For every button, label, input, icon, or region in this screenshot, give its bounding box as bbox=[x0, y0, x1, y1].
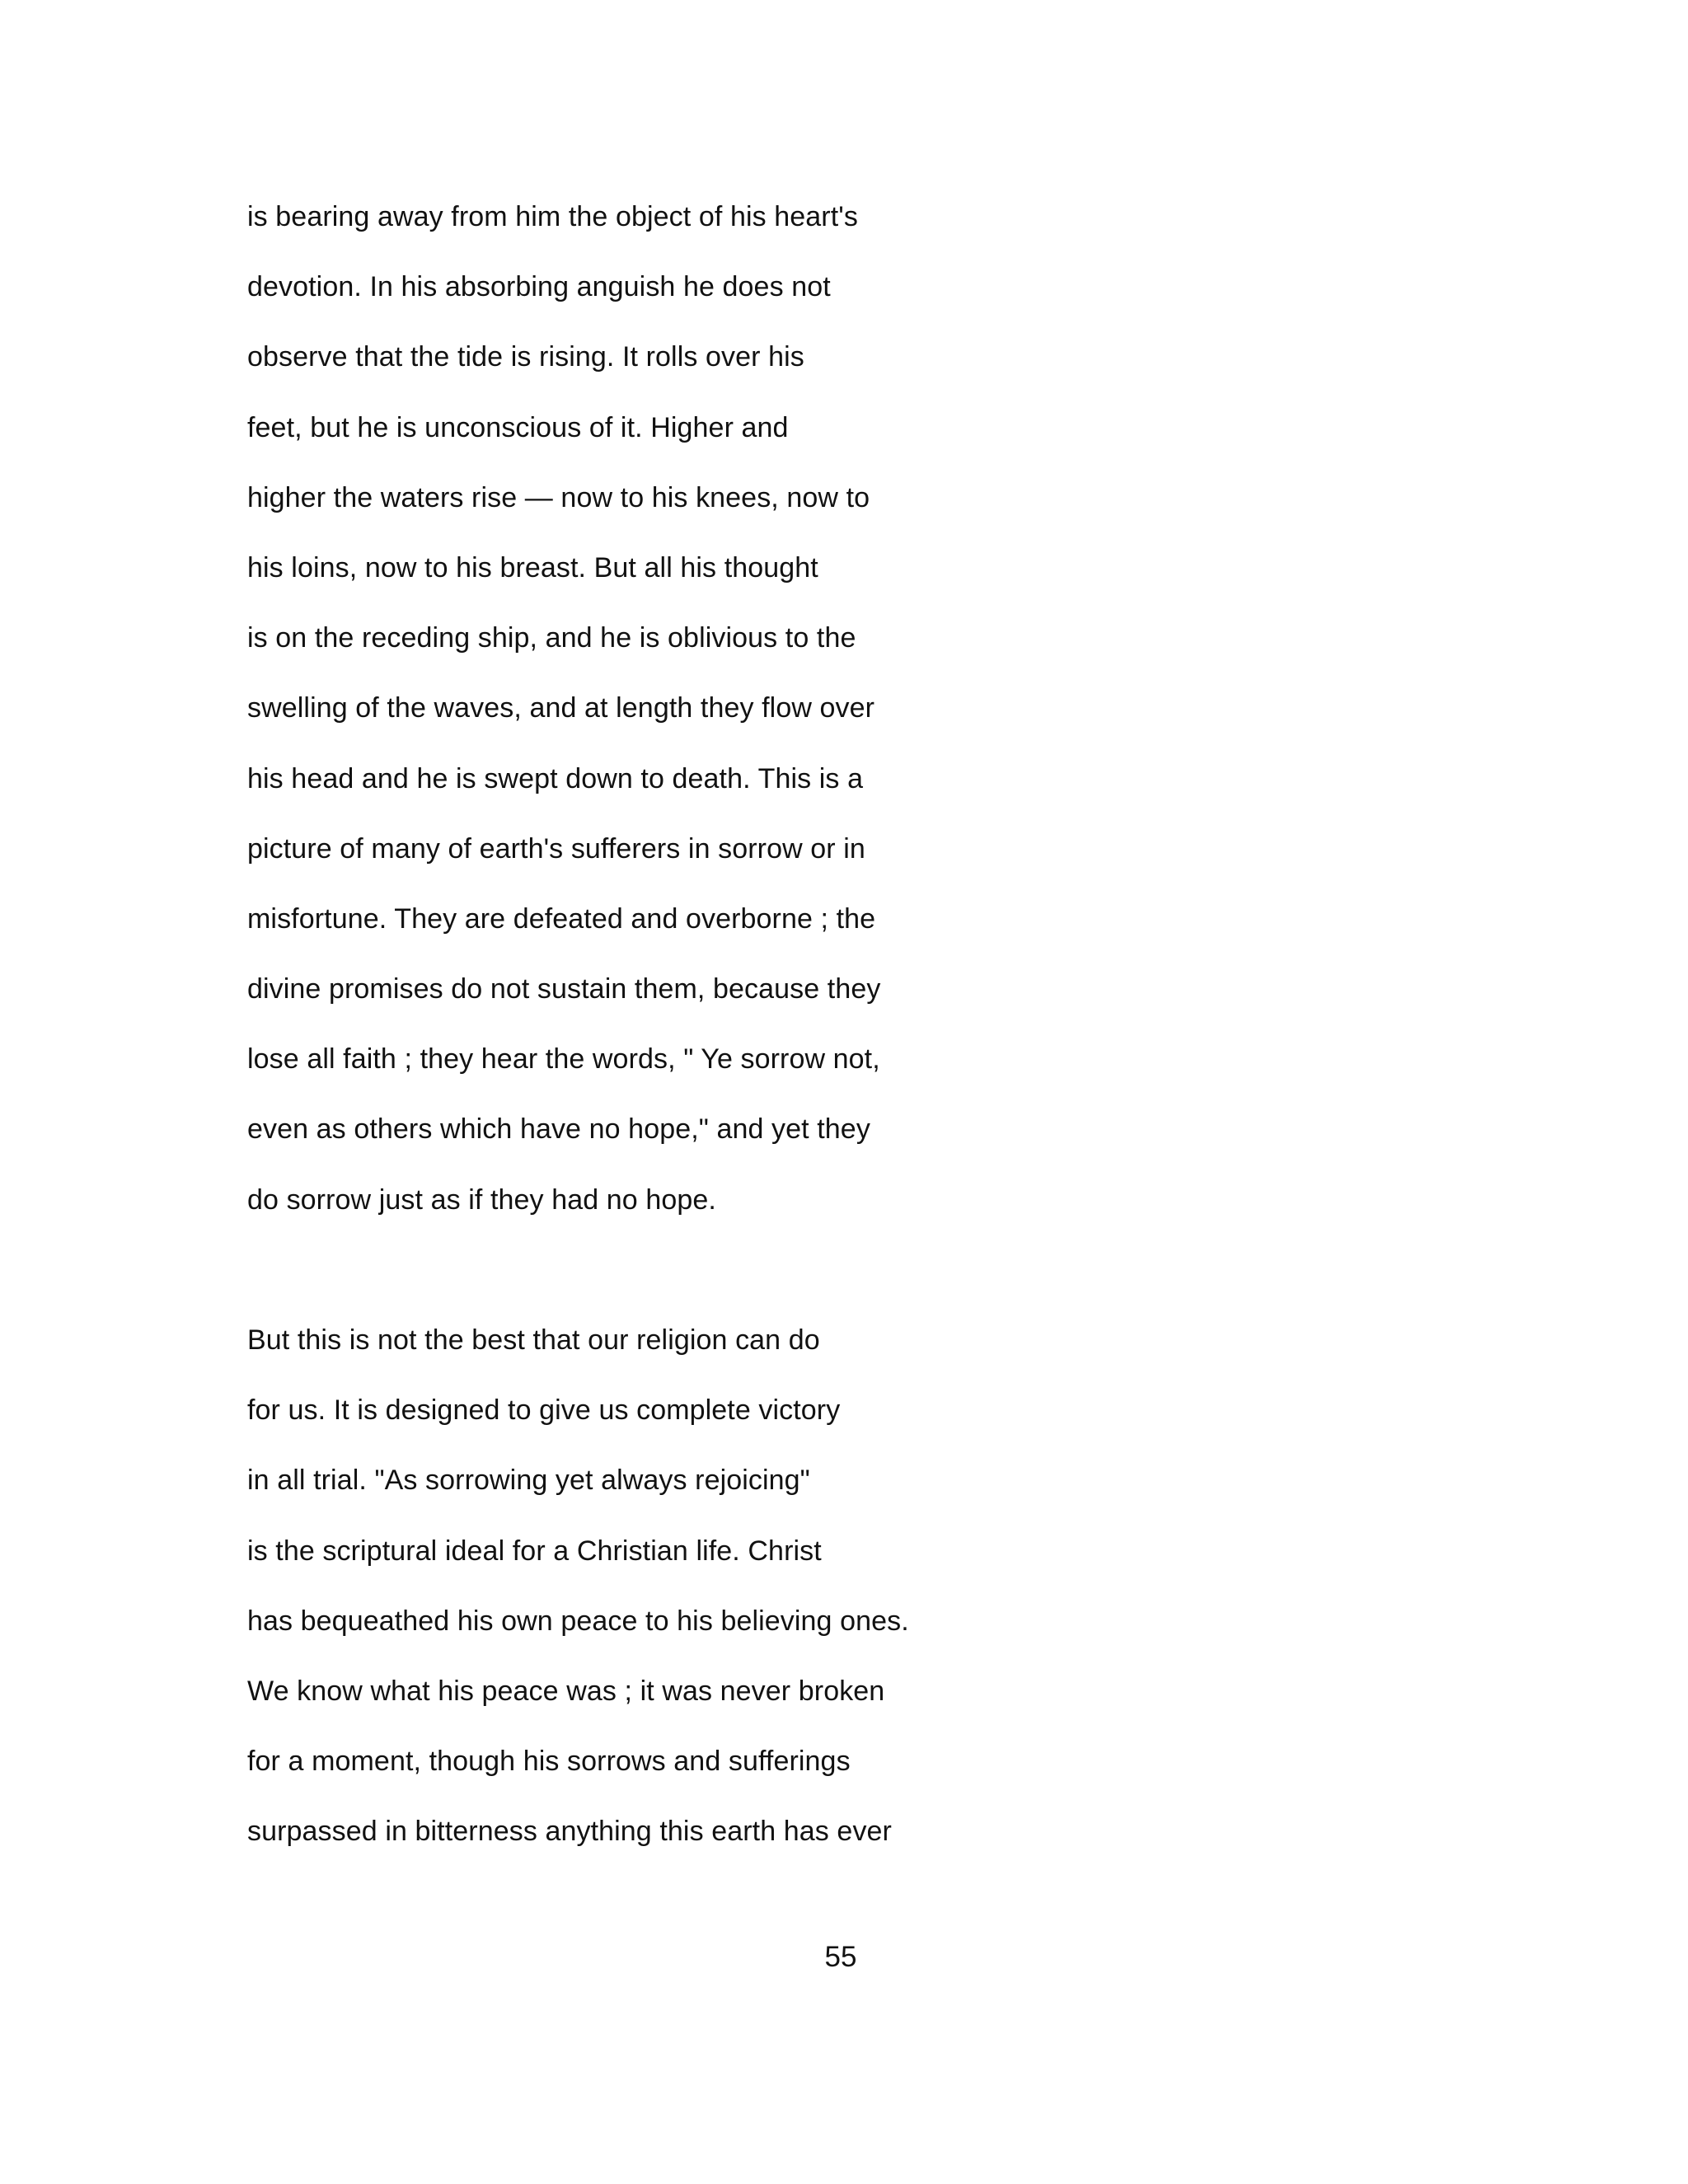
text-line: higher the waters rise — now to his knees, now to bbox=[247, 481, 870, 513]
text-line: surpassed in bitterness anything this earth has ever bbox=[247, 1816, 892, 1848]
page-number: 55 bbox=[824, 1941, 857, 1973]
text-line: is bearing away from him the object of his heart's bbox=[247, 201, 858, 232]
text-line: devotion. In his absorbing anguish he does not bbox=[247, 271, 831, 303]
text-line: swelling of the waves, and at length they flow over bbox=[247, 692, 875, 724]
text-line: his head and he is swept down to death. This is a bbox=[247, 762, 864, 794]
text-line: in all trial. "As sorrowing yet always rejoicing" bbox=[247, 1465, 810, 1497]
text-line: feet, but he is unconscious of it. Higher and bbox=[247, 411, 789, 443]
text-line: his loins, now to his breast. But all his thought bbox=[247, 551, 818, 583]
paragraph bbox=[247, 1324, 1484, 1886]
text-line: for us. It is designed to give us complete victory bbox=[247, 1394, 841, 1427]
text-line: But this is not the best that our religion can do bbox=[247, 1324, 820, 1356]
text-line: divine promises do not sustain them, because they bbox=[247, 973, 881, 1005]
text-line: is on the receding ship, and he is oblivious to the bbox=[247, 622, 856, 654]
text-line: has bequeathed his own peace to his believing ones. bbox=[247, 1605, 909, 1637]
text-line: even as others which have no hope," and yet they bbox=[247, 1113, 870, 1146]
text-line: lose all faith ; they hear the words, " Ye sorrow not, bbox=[247, 1043, 880, 1076]
text-line: for a moment, though his sorrows and sufferings bbox=[247, 1746, 851, 1778]
text-line: is the scriptural ideal for a Christian life. Christ bbox=[247, 1535, 822, 1567]
text-line: misfortune. They are defeated and overborne ; the bbox=[247, 902, 876, 935]
paragraph bbox=[247, 200, 1484, 1254]
text-line: picture of many of earth's sufferers in sorrow or in bbox=[247, 832, 865, 865]
text-line: We know what his peace was ; it was never broken bbox=[247, 1675, 885, 1707]
text-line: observe that the tide is rising. It rolls over his bbox=[247, 341, 804, 373]
text-line: do sorrow just as if they had no hope. bbox=[247, 1183, 716, 1216]
